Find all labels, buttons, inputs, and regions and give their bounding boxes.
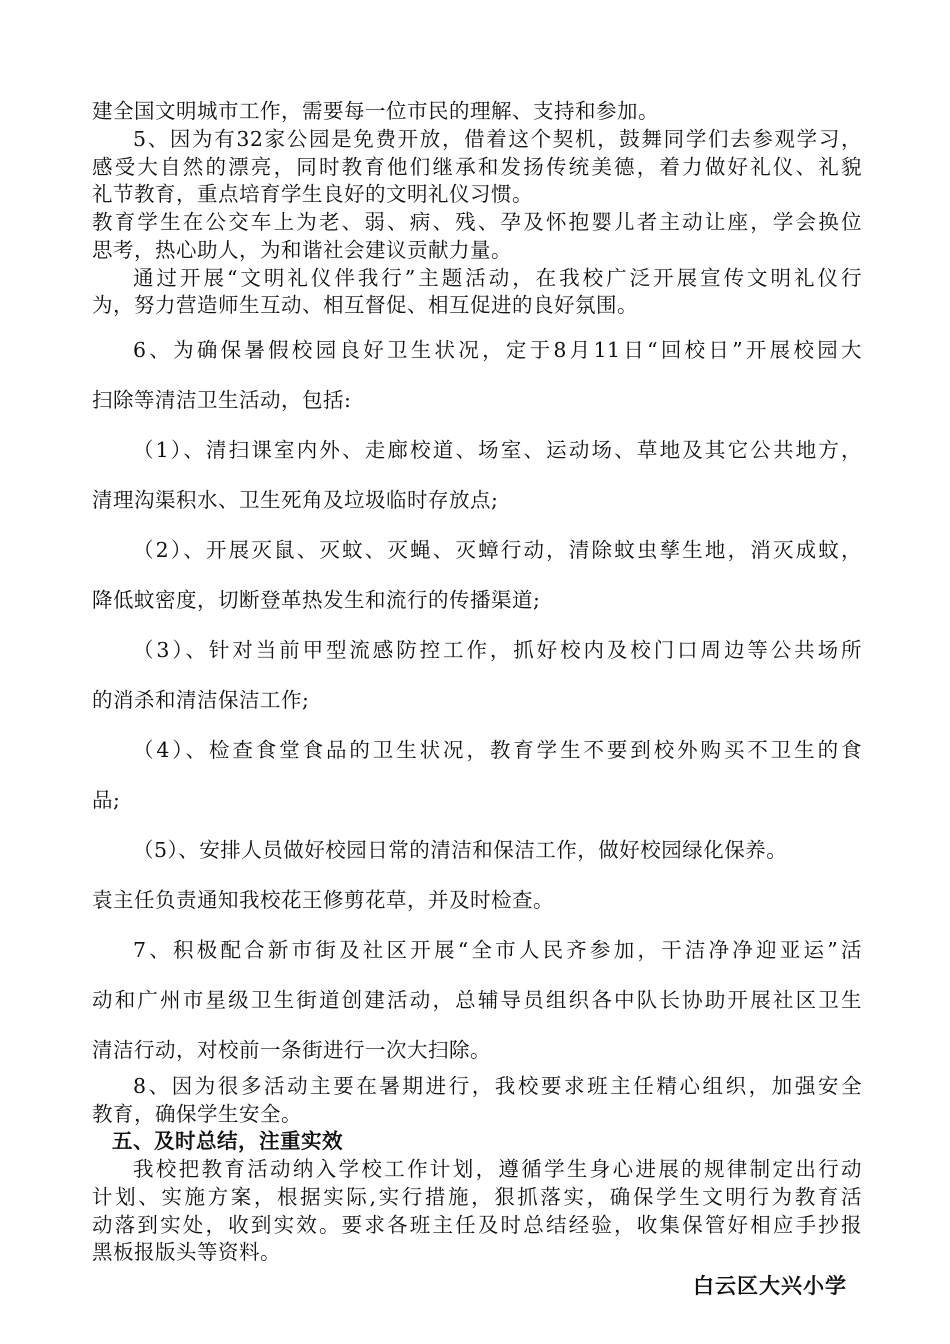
paragraph-line: 6、为确保暑假校园良好卫生状况，定于8月11日“回校日”开展校园大	[133, 338, 862, 362]
section-heading: 五、及时总结，注重实效	[112, 1129, 343, 1153]
paragraph-line: 清洁行动，对校前一条街进行一次大扫除。	[92, 1038, 491, 1062]
paragraph-line: 扫除等清洁卫生活动，包括:	[92, 388, 352, 412]
paragraph-line: 教育，确保学生安全。	[92, 1102, 302, 1126]
paragraph-line: 黑板报版头等资料。	[92, 1240, 281, 1264]
list-item-line: （1）、清扫课室内外、走廊校道、场室、运动场、草地及其它公共地方，	[133, 438, 862, 462]
paragraph-line: 为，努力营造师生互动、相互督促、相互促进的良好氛围。	[92, 293, 638, 317]
list-item-line: （5）、安排人员做好校园日常的清洁和保洁工作，做好校园绿化保养。	[133, 838, 788, 862]
paragraph-line: 感受大自然的漂亮，同时教育他们继承和发扬传统美德，着力做好礼仪、礼貌	[92, 155, 862, 179]
list-item-line: 品;	[92, 788, 121, 812]
paragraph-line: 教育学生在公交车上为老、弱、病、残、孕及怀抱婴儿者主动让座，学会换位	[92, 210, 862, 234]
list-item-line: 清理沟渠积水、卫生死角及垃圾临时存放点;	[92, 488, 499, 512]
paragraph-line: 计划、实施方案，根据实际,实行措施，狠抓落实，确保学生文明行为教育活	[92, 1185, 862, 1209]
paragraph-line: 动和广州市星级卫生街道创建活动，总辅导员组织各中队长协助开展社区卫生	[92, 988, 862, 1012]
paragraph-line: 袁主任负责通知我校花王修剪花草，并及时检查。	[92, 888, 554, 912]
paragraph-line: 8、因为很多活动主要在暑期进行，我校要求班主任精心组织，加强安全	[133, 1074, 862, 1098]
paragraph-line: 7、积极配合新市街及社区开展“全市人民齐参加，干洁净净迎亚运”活	[133, 938, 862, 962]
paragraph-line: 动落到实处，收到实效。要求各班主任及时总结经验，收集保管好相应手抄报	[92, 1213, 862, 1237]
list-item-line: （3）、针对当前甲型流感防控工作，抓好校内及校门口周边等公共场所	[133, 638, 862, 662]
paragraph-line: 通过开展“文明礼仪伴我行”主题活动，在我校广泛开展宣传文明礼仪行	[133, 266, 862, 290]
paragraph-line: 建全国文明城市工作，需要每一位市民的理解、支持和参加。	[92, 99, 659, 123]
paragraph-line: 思考，热心助人，为和谐社会建议贡献力量。	[92, 238, 512, 262]
list-item-line: 的消杀和清洁保洁工作;	[92, 688, 310, 712]
paragraph-line: 我校把教育活动纳入学校工作计划，遵循学生身心进展的规律制定出行动	[133, 1157, 862, 1181]
paragraph-line: 礼节教育，重点培育学生良好的文明礼仪习惯。	[92, 182, 533, 206]
list-item-line: （4）、检查食堂食品的卫生状况，教育学生不要到校外购买不卫生的食	[133, 738, 862, 762]
list-item-line: 降低蚊密度，切断登革热发生和流行的传播渠道;	[92, 588, 541, 612]
paragraph-line: 5、因为有32家公园是免费开放，借着这个契机，鼓舞同学们去参观学习，	[133, 127, 862, 151]
signature: 白云区大兴小学	[693, 1273, 847, 1298]
list-item-line: （2）、开展灭鼠、灭蚊、灭蝇、灭蟑行动，清除蚊虫孳生地，消灭成蚊，	[133, 538, 862, 562]
